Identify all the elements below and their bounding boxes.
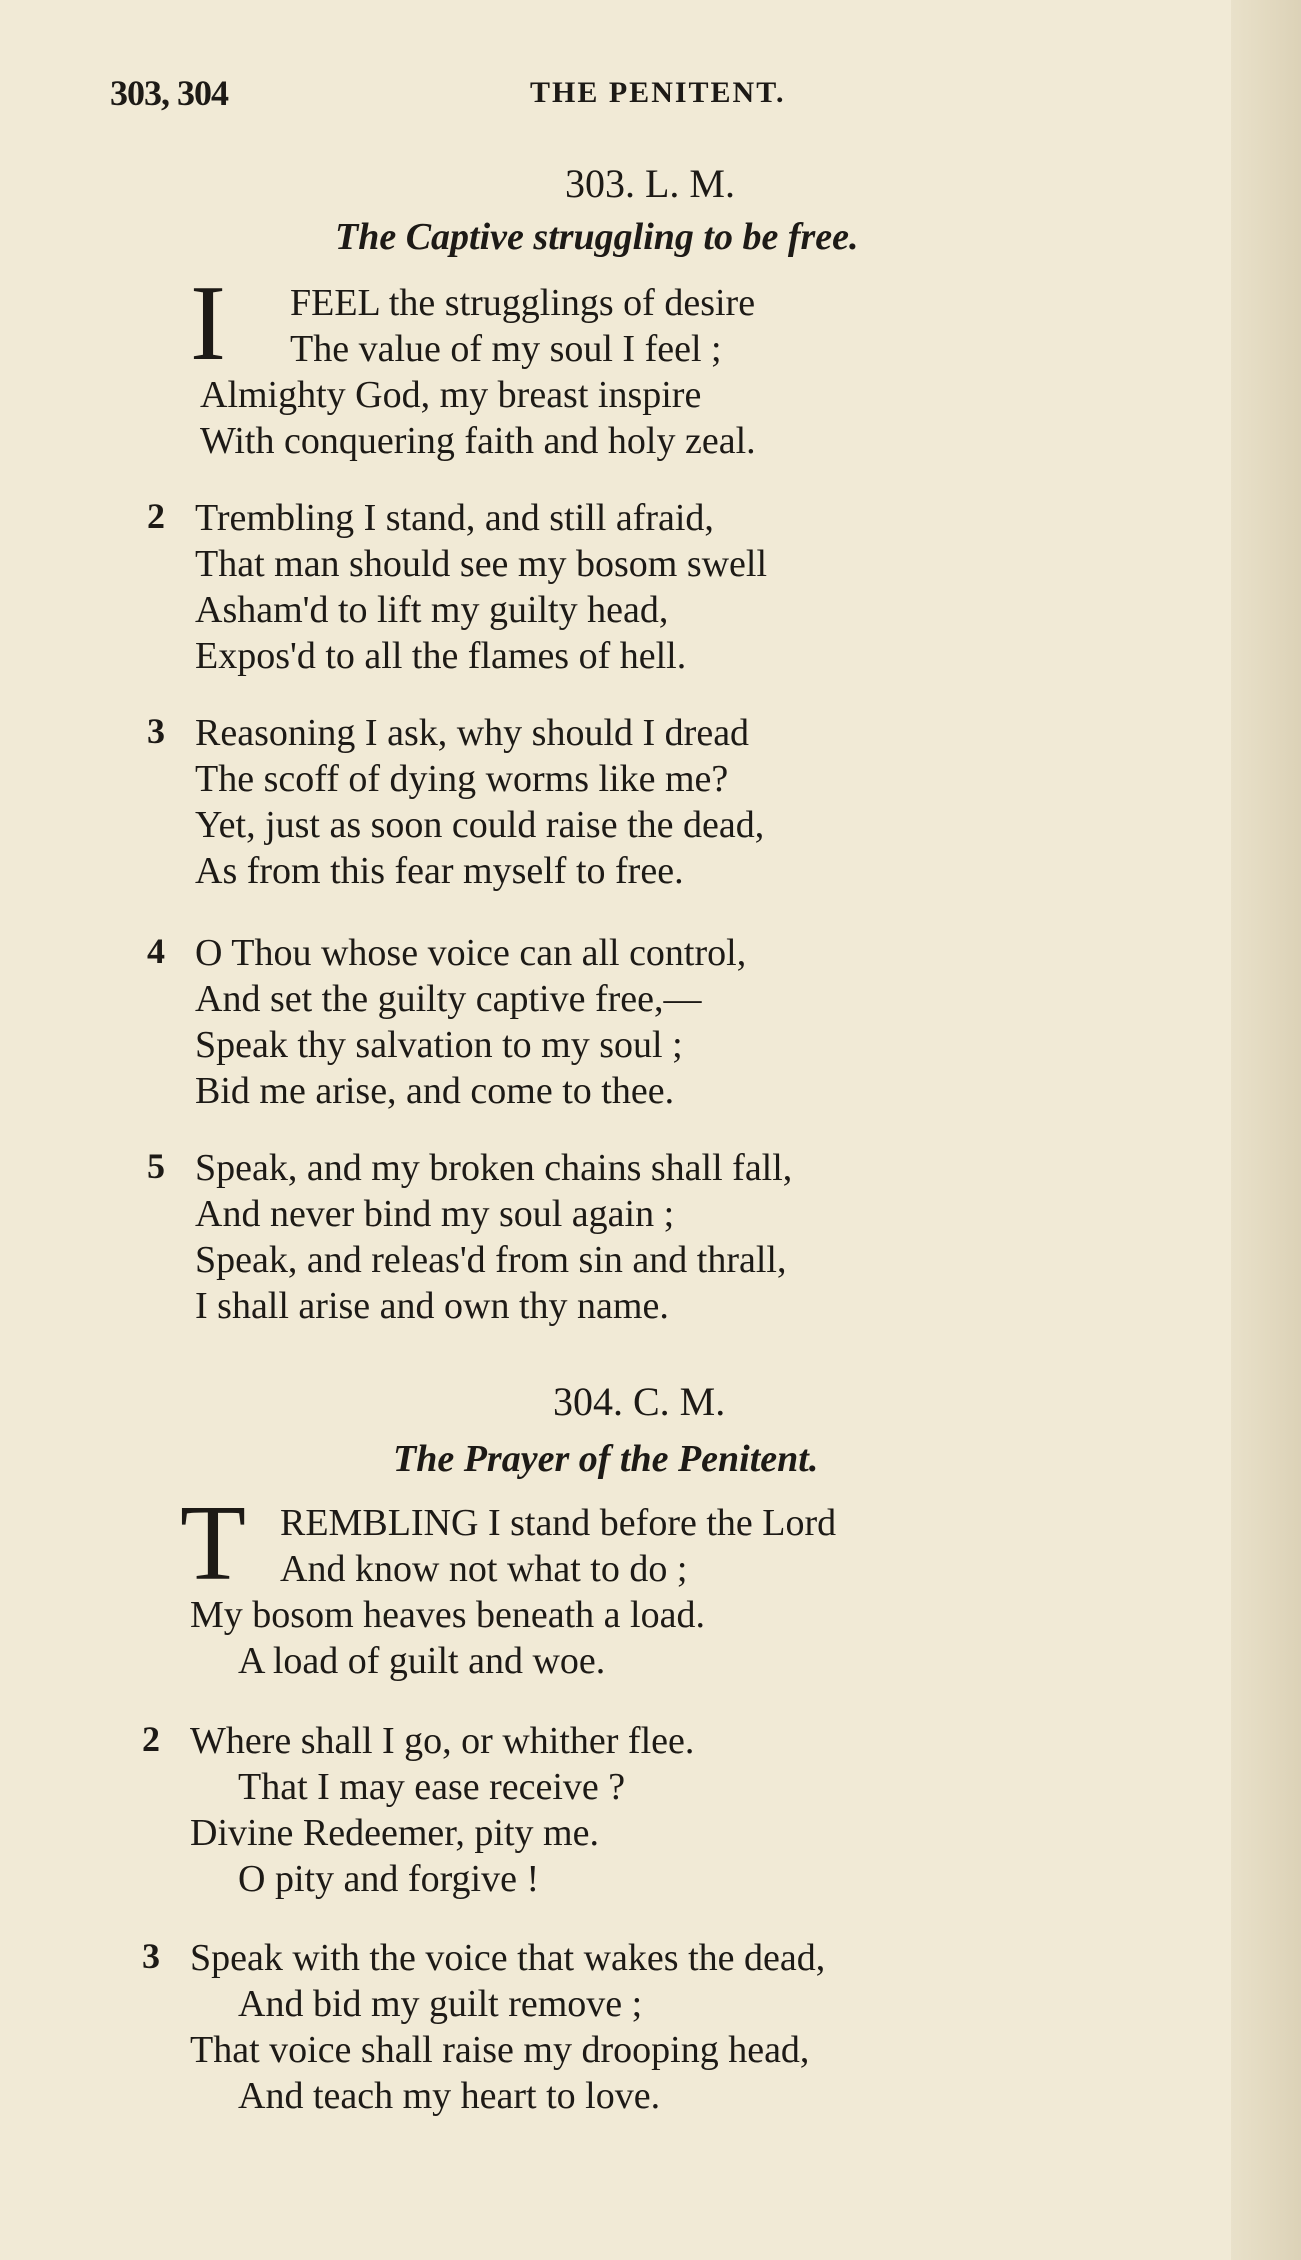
drop-cap: T	[180, 1484, 246, 1603]
verse-line: FEEL the strugglings of desire	[290, 282, 756, 324]
verse-line: And teach my heart to love.	[238, 2075, 661, 2117]
verse-line: And know not what to do ;	[280, 1548, 688, 1590]
verse-line: That man should see my bosom swell	[195, 543, 768, 585]
hymn-303-verse-3	[147, 710, 1095, 894]
verse-line: And set the guilty captive free,—	[195, 978, 702, 1020]
hymn-304-verse-2	[142, 1718, 1090, 1902]
verse-line: And bid my guilt remove ;	[238, 1983, 643, 2025]
hymn-303-title: The Captive struggling to be free.	[335, 216, 859, 258]
verse-line: REMBLING I stand before the Lord	[280, 1502, 837, 1544]
verse-line: Trembling I stand, and still afraid,	[195, 497, 714, 539]
verse-line: Bid me arise, and come to thee.	[195, 1070, 675, 1112]
verse-line: Where shall I go, or whither flee.	[190, 1720, 695, 1762]
verse-line: Speak with the voice that wakes the dead,	[190, 1937, 826, 1979]
page-gutter	[1231, 0, 1301, 2260]
verse-line: Speak, and my broken chains shall fall,	[195, 1147, 793, 1189]
running-head	[110, 72, 890, 122]
verse-line: Asham'd to lift my guilty head,	[195, 589, 669, 631]
verse-number: 5	[147, 1146, 165, 1186]
verse-line: The scoff of dying worms like me?	[195, 758, 729, 800]
verse-line: As from this fear myself to free.	[195, 850, 684, 892]
verse-line: Speak, and releas'd from sin and thrall,	[195, 1239, 787, 1281]
verse-line: With conquering faith and holy zeal.	[200, 420, 756, 462]
verse-number: 3	[147, 711, 165, 751]
verse-line: Speak thy salvation to my soul ;	[195, 1024, 683, 1066]
verse-line: My bosom heaves beneath a load.	[190, 1594, 705, 1636]
verse-number: 2	[142, 1719, 160, 1759]
verse-number: 2	[147, 496, 165, 536]
verse-line: That I may ease receive ?	[238, 1766, 626, 1808]
hymn-304-verse-3	[142, 1935, 1090, 2119]
hymn-303-verse-5	[147, 1145, 1095, 1329]
verse-line: Expos'd to all the flames of hell.	[195, 635, 687, 677]
hymn-304-number: 304. C. M.	[553, 1379, 726, 1424]
hymn-304-title: The Prayer of the Penitent.	[393, 1438, 819, 1480]
verse-line: O Thou whose voice can all control,	[195, 932, 747, 974]
hymn-303-verse-1	[190, 264, 1100, 464]
verse-line: The value of my soul I feel ;	[290, 328, 722, 370]
hymn-304-verse-1	[180, 1484, 1090, 1684]
verse-line: That voice shall raise my drooping head,	[190, 2029, 810, 2071]
verse-line: Almighty God, my breast inspire	[200, 374, 702, 416]
verse-line: A load of guilt and woe.	[238, 1640, 606, 1682]
hymn-303-verse-2	[147, 495, 1095, 679]
verse-line: Yet, just as soon could raise the dead,	[195, 804, 765, 846]
verse-line: I shall arise and own thy name.	[195, 1285, 669, 1327]
page-title: THE PENITENT.	[530, 76, 786, 109]
verse-line: O pity and forgive !	[238, 1858, 540, 1900]
verse-number: 4	[147, 931, 165, 971]
verse-line: Divine Redeemer, pity me.	[190, 1812, 599, 1854]
verse-number: 3	[142, 1936, 160, 1976]
drop-cap: I	[190, 264, 226, 383]
hymn-303-number: 303. L. M.	[565, 161, 735, 206]
verse-line: Reasoning I ask, why should I dread	[195, 712, 750, 754]
hymn-303-verse-4	[147, 930, 1095, 1114]
page-numbers: 303, 304	[110, 73, 228, 113]
verse-line: And never bind my soul again ;	[195, 1193, 675, 1235]
